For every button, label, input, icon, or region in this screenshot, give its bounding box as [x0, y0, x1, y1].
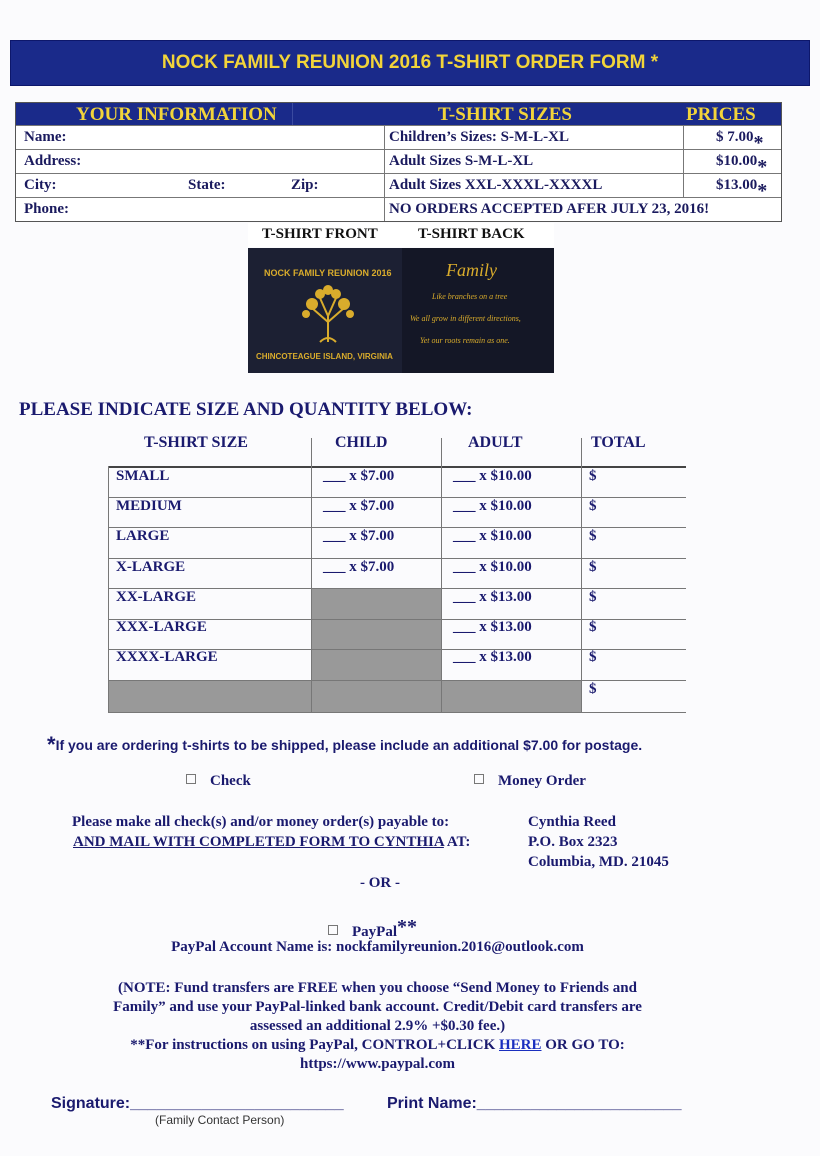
total-xx-large[interactable]: $: [589, 589, 597, 605]
shirt-back-title: Family: [446, 260, 497, 280]
grand-total-row: [108, 678, 686, 708]
tshirt-front-image: [248, 248, 402, 373]
total-xxx-large[interactable]: $: [589, 619, 597, 635]
check-checkbox[interactable]: [186, 774, 196, 784]
table-row: [108, 646, 686, 676]
child-qty-x-large[interactable]: ___ x $7.00: [323, 559, 395, 575]
print-name-field[interactable]: [387, 1095, 681, 1113]
shirt-back-line2: We all grow in different directions,: [410, 314, 521, 323]
info-table: [15, 102, 782, 222]
child-qty-medium[interactable]: ___ x $7.00: [323, 498, 395, 514]
paypal-label: PayPal: [352, 924, 397, 940]
note-line-1: (NOTE: Fund transfers are FREE when you choose “Send Money to Friends and: [118, 980, 637, 996]
adult-sizes: Adult Sizes S-M-L-XL: [389, 153, 534, 169]
price-adult-xxl: $13.00 *: [716, 177, 768, 202]
shirt-back-line1: Like branches on a tree: [432, 292, 508, 301]
info-row-phone: [16, 197, 781, 221]
print-name-line[interactable]: _______________________: [476, 1095, 682, 1112]
col-total-header: TOTAL: [591, 434, 646, 451]
price-children: $ 7.00 *: [716, 129, 764, 154]
size-x-large: X-LARGE: [116, 559, 186, 575]
children-sizes: Children’s Sizes: S-M-L-XL: [389, 129, 569, 145]
table-row: [108, 525, 686, 555]
paypal-checkbox[interactable]: [328, 925, 338, 935]
size-medium: MEDIUM: [116, 498, 182, 514]
quantity-table: [108, 432, 686, 714]
child-qty-large[interactable]: ___ x $7.00: [323, 528, 395, 544]
phone-label: Phone:: [24, 201, 69, 217]
size-xxx-large: XXX-LARGE: [116, 619, 207, 635]
adult-qty-x-large[interactable]: ___ x $10.00: [453, 559, 532, 575]
table-row: [108, 616, 686, 646]
info-table-header: [16, 103, 781, 125]
shipping-note: *If you are ordering t-shirts to be shipped, please include an additional $7.00 for postage.: [47, 732, 643, 757]
adult-qty-large[interactable]: ___ x $10.00: [453, 528, 532, 544]
col-adult-header: ADULT: [468, 434, 523, 451]
note-line-2: Family” and use your PayPal-linked bank account. Credit/Debit card transfers are: [113, 999, 642, 1015]
adult-qty-xxx-large[interactable]: ___ x $13.00: [453, 619, 532, 635]
money-order-option[interactable]: [474, 773, 586, 790]
check-option[interactable]: [186, 773, 251, 790]
adult-qty-medium[interactable]: ___ x $10.00: [453, 498, 532, 514]
paypal-instructions: **For instructions on using PayPal, CONTROL+CLICK HERE OR GO TO:: [130, 1037, 625, 1053]
child-qty-small[interactable]: ___ x $7.00: [323, 468, 395, 484]
quantity-heading: PLEASE INDICATE SIZE AND QUANTITY BELOW:: [19, 399, 473, 420]
no-orders-notice: NO ORDERS ACCEPTED AFER JULY 23, 2016!: [389, 201, 710, 217]
table-row: [108, 556, 686, 586]
city-label: City:: [24, 177, 57, 193]
money-order-checkbox[interactable]: [474, 774, 484, 784]
payee-name: Cynthia Reed: [528, 814, 616, 830]
shirt-front-location: CHINCOTEAGUE ISLAND, VIRGINIA: [256, 352, 393, 361]
grand-total[interactable]: $: [589, 681, 597, 697]
shirt-front-title: NOCK FAMILY REUNION 2016: [264, 268, 392, 278]
shirt-back-label: T-SHIRT BACK: [418, 226, 525, 242]
mail-line: AND MAIL WITH COMPLETED FORM TO CYNTHIA AT:: [73, 834, 471, 850]
state-label: State:: [188, 177, 226, 193]
col-child-header: CHILD: [335, 434, 388, 451]
here-link[interactable]: HERE: [499, 1037, 542, 1053]
header-prices: PRICES: [686, 104, 756, 125]
total-x-large[interactable]: $: [589, 559, 597, 575]
total-small[interactable]: $: [589, 468, 597, 484]
family-tree-icon: [298, 282, 358, 344]
header-your-information: YOUR INFORMATION: [76, 104, 277, 125]
info-row-address: [16, 149, 781, 178]
money-order-label: Money Order: [498, 773, 586, 789]
signature-line[interactable]: ________________________: [130, 1095, 344, 1112]
signature-label: Signature:: [51, 1095, 131, 1112]
contact-person-note: (Family Contact Person): [155, 1113, 285, 1127]
name-label: Name:: [24, 129, 67, 145]
total-large[interactable]: $: [589, 528, 597, 544]
form-title-banner: [10, 40, 810, 86]
paypal-account: PayPal Account Name is: nockfamilyreunion.2016@outlook.com: [171, 939, 584, 955]
info-row-city: [16, 173, 781, 202]
shirt-front-label: T-SHIRT FRONT: [262, 226, 378, 242]
table-row: [108, 586, 686, 616]
table-row: [108, 495, 686, 525]
total-medium[interactable]: $: [589, 498, 597, 514]
header-tshirt-sizes: T-SHIRT SIZES: [438, 104, 573, 125]
adult-qty-xxxx-large[interactable]: ___ x $13.00: [453, 649, 532, 665]
print-name-label: Print Name:: [387, 1095, 477, 1112]
shipping-note-star: *: [47, 732, 56, 757]
total-xxxx-large[interactable]: $: [589, 649, 597, 665]
price-adult: $10.00 *: [716, 153, 768, 178]
payee-address-2: Columbia, MD. 21045: [528, 854, 669, 870]
table-row: [108, 465, 686, 495]
note-line-3: assessed an additional 2.9% +$0.30 fee.): [249, 1018, 506, 1034]
check-label: Check: [210, 773, 251, 789]
signature-field[interactable]: [51, 1095, 344, 1113]
paypal-option[interactable]: PayPal**: [328, 916, 417, 941]
address-label: Address:: [24, 153, 82, 169]
adult-xxl-sizes: Adult Sizes XXL-XXXL-XXXXL: [389, 177, 603, 193]
size-small: SMALL: [116, 468, 170, 484]
shirt-back-line3: Yet our roots remain as one.: [420, 336, 510, 345]
adult-qty-small[interactable]: ___ x $10.00: [453, 468, 532, 484]
col-size-header: T-SHIRT SIZE: [144, 434, 248, 451]
tshirt-back-image: [402, 248, 554, 373]
adult-qty-xx-large[interactable]: ___ x $13.00: [453, 589, 532, 605]
size-large: LARGE: [116, 528, 170, 544]
payee-address-1: P.O. Box 2323: [528, 834, 618, 850]
or-divider: - OR -: [360, 875, 400, 891]
form-title: NOCK FAMILY REUNION 2016 T-SHIRT ORDER FORM *: [161, 52, 659, 73]
payable-line: Please make all check(s) and/or money order(s) payable to:: [72, 814, 450, 830]
tshirt-image: [248, 248, 554, 373]
info-row-name: [16, 125, 781, 154]
size-xx-large: XX-LARGE: [116, 589, 197, 605]
size-xxxx-large: XXXX-LARGE: [116, 649, 218, 665]
zip-label: Zip:: [291, 177, 319, 193]
paypal-url[interactable]: https://www.paypal.com: [299, 1056, 456, 1072]
shirt-labels: [248, 223, 554, 247]
